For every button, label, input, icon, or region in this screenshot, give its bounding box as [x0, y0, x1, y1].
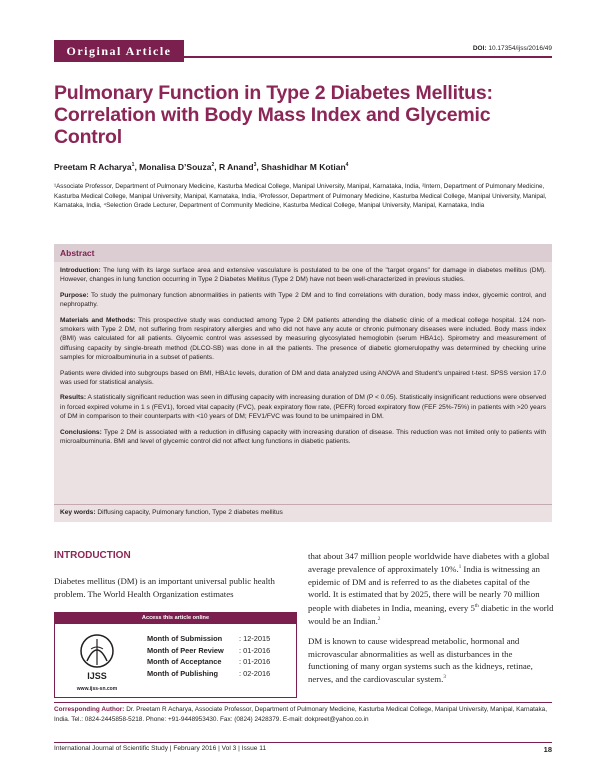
- abstract-purpose: Purpose: To study the pulmonary function abnormalities in patients with Type 2 DM and to find correlations with duration, body mass index, glycemic control, and nephropathy.: [60, 291, 547, 309]
- journal-info: International Journal of Scientific Study | February 2016 | Vol 3 | Issue 11: [54, 745, 267, 752]
- correspondence-rule: [54, 702, 552, 703]
- header-rule: [184, 56, 552, 58]
- author-2: Monalisa D’Souza: [139, 162, 212, 172]
- article-type-label: Original Article: [54, 40, 184, 62]
- date-row: Month of Acceptance : 01-2016: [147, 657, 271, 666]
- abstract-methods: Materials and Methods: This prospective study was conducted among Type 2 DM patients attending the diabetic clinic of a medical college hospital. 124 non-smokers with Type 2 DM, not suffering from respiratory allergies and who did not have any acute or chronic pulmonary diseases were included. Body mass index (BMI) was calculated for all patients. Glycemic control was assessed by measuring glycosylated hemoglobin (serum HBA1c). Spirometry and measurement of diffusing capacity by single-breath method (DLCO-SB) was done in all the patients. The presence of diabetic glomerulopathy was determined by checking urine samples for microalbuminuria in a subset of patients.: [60, 316, 546, 362]
- publication-dates: [147, 633, 295, 679]
- date-row: Month of Peer Review : 01-2016: [147, 645, 271, 655]
- introduction-right-column: [308, 550, 554, 694]
- doi-label: DOI:: [472, 45, 487, 52]
- author-4: Shashidhar M Kotian: [261, 162, 346, 172]
- abstract-methods-2: Patients were divided into subgroups based on BMI, HBA1c levels, duration of DM and data analyzed using ANOVA and Student's unpaired t-test. SPSS version 17.0 was used for statistical analysis.: [60, 369, 546, 387]
- access-heading: Access this article online: [55, 613, 296, 624]
- author-list: Preetam R Acharya$^1$, Monalisa D’Souza$^2$, R Anand$^3$, Shashidhar M Kotian$^4$: [54, 162, 349, 172]
- abstract-heading: Abstract: [54, 244, 552, 262]
- footer-rule: [54, 742, 552, 743]
- affiliations: ¹Associate Professor, Department of Pulmonary Medicine, Kasturba Medical College, Manipal University, Manipal, Karnataka, India, ²Intern, Department of Pulmonary Medicine, Kasturba Medical College, Manipal University, Manipal, Karnataka, India, ³Professor, Department of Pulmonary Medicine, Kasturba Medical College, Manipal University, Manipal, Karnataka, India, ⁴Selection Grade Lecturer, Department of Community Medicine, Kasturba Medical College, Manipal University, Manipal, Karnataka, India: [54, 183, 547, 210]
- abstract-body: [54, 262, 552, 447]
- abstract-conclusions: Conclusions: Type 2 DM is associated with a reduction in diffusing capacity with increasing duration of disease. This reduction was not limited only to patients with microalbuminuria. BMI and level of glycemic control did not affect lung functions in diabetic patients.: [60, 428, 546, 446]
- ijss-logo-icon: [65, 631, 129, 683]
- paper-title: Pulmonary Function in Type 2 Diabetes Mellitus: Correlation with Body Mass Index and Glycemic Control: [54, 82, 493, 148]
- introduction-heading: INTRODUCTION: [54, 550, 131, 561]
- logo-text: IJSS: [87, 671, 107, 681]
- date-row: Month of Submission : 12-2015: [147, 634, 271, 643]
- access-article-box: [54, 612, 297, 698]
- article-header: [54, 40, 552, 62]
- doi[interactable]: [473, 45, 552, 52]
- introduction-left-text: Diabetes mellitus (DM) is an important universal public health problem. The World Health Organization estimates: [54, 576, 275, 599]
- keywords: Key words: Diffusing capacity, Pulmonary function, Type 2 diabetes mellitus: [54, 504, 552, 522]
- page-number: 18: [543, 745, 552, 754]
- author-3: R Anand: [218, 162, 254, 172]
- abstract-box: [54, 244, 552, 522]
- abstract-results: Results: A statistically significant reduction was seen in diffusing capacity with increasing duration of DM (P < 0.05). Statistically insignificant reductions were observed in forced expired volume in 1 s (FEV1), forced vital capacity (FVC), peak expiratory flow rate, (PEFR) forced expiratory flow (FEF 25%-75%) in patients with >20 years of DM in comparison to their counterparts with <10 years of DM; FEV1/FVC was found to be unimpaired in DM.: [60, 394, 547, 421]
- author-1: Preetam R Acharya: [54, 162, 132, 172]
- intro-paragraph-2: DM is known to cause widespread metabolic, hormonal and microvascular abnormalities as well as disturbances in the functioning of many organ systems such as the kidneys, retinae, nerves, and the cardiovascular system.$^3$: [308, 636, 533, 685]
- intro-paragraph-1: that about 347 million people worldwide have diabetes with a global average prevalence of approximately 10%.$^1$ India is witnessing an epidemic of DM and is referred to as the diabetes capital of the world. It is estimated that by 2025, there will be nearly 70 million people with diabetes in India, meaning, every 5th diabetic in the world would be an Indian.$^2$: [308, 551, 554, 626]
- doi-value: 10.17354/ijss/2016/49: [488, 45, 552, 52]
- date-row: Month of Publishing : 02-2016: [147, 668, 271, 678]
- corresponding-author: Corresponding Author: Dr. Preetam R Acharya, Associate Professor, Department of Pulmonary Medicine, Kasturba Medical College, Manipal University, Manipal, Karnataka, India. Tel.: 0824-2445858-5218. Phone: +91-9448953430. Fax: (0824) 2428379. E-mail: dokpreet@yahoo.co.in: [54, 706, 547, 723]
- abstract-introduction: Introduction: The lung with its large surface area and extensive vasculature is postulated to be one of the "target organs" for damage in diabetes mellitus (DM). However, changes in lung function occurring in Type 2 Diabetes Mellitus (Type 2 DM) have not been well-characterized in previous studies.: [60, 267, 546, 284]
- website-link[interactable]: www.ijss-sn.com: [76, 686, 118, 692]
- page-footer: [54, 745, 552, 752]
